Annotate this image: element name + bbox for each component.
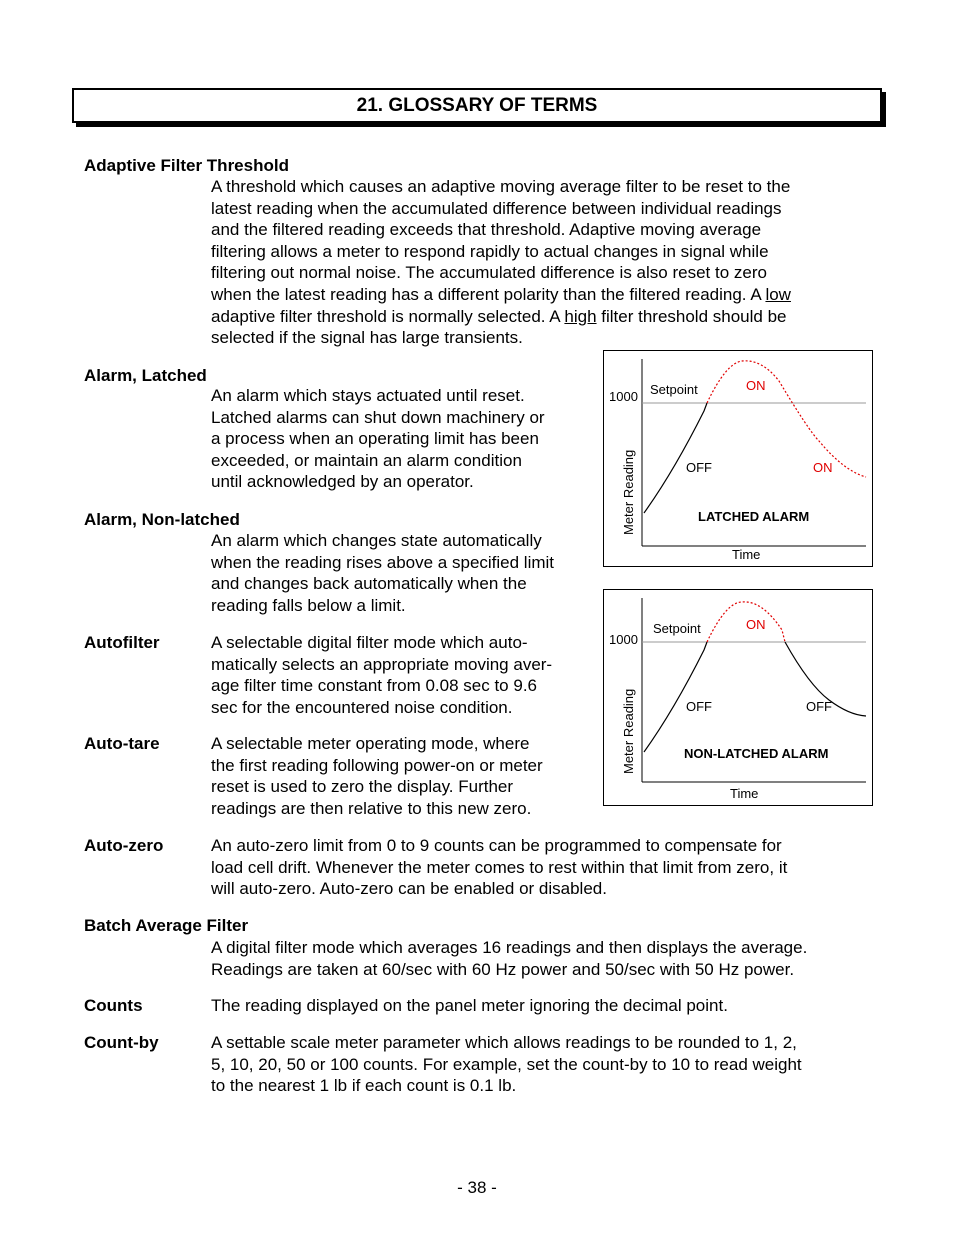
def-line: selected if the signal has large transients.: [211, 328, 523, 348]
term-autofilter: Autofilter: [84, 633, 160, 652]
def-line: readings are then relative to this new zero.: [211, 798, 532, 818]
nonlatched-alarm-diagram: [603, 589, 873, 806]
section-title: 21. GLOSSARY OF TERMS: [356, 95, 598, 116]
def-line: The reading displayed on the panel meter ignoring the decimal point.: [211, 996, 728, 1015]
on-label-top: ON: [746, 617, 766, 632]
def-line: An auto-zero limit from 0 to 9 counts can be programmed to compensate for: [211, 836, 782, 855]
term-adaptive-filter-threshold: Adaptive Filter Threshold: [84, 156, 289, 175]
nonlatched-alarm-plot: [604, 590, 872, 805]
alarm-on-curve: [707, 361, 866, 477]
def-line: sec for the encountered noise condition.: [211, 697, 513, 717]
def-auto-tare: [211, 733, 589, 819]
def-line: Latched alarms can shut down machinery or: [211, 407, 545, 427]
def-line: will auto-zero. Auto-zero can be enabled or disabled.: [211, 879, 607, 899]
on-label-right: ON: [813, 460, 833, 475]
y-tick-1000: 1000: [609, 389, 638, 404]
low-underlined: low: [765, 284, 791, 304]
def-line: A selectable digital filter mode which auto-: [211, 633, 528, 652]
def-line: A selectable meter operating mode, where: [211, 734, 530, 753]
section-title-box: [72, 88, 882, 123]
def-line: A threshold which causes an adaptive moving average filter to be reset to the: [211, 177, 791, 196]
def-line: reading falls below a limit.: [211, 595, 406, 615]
term-counts: Counts: [84, 996, 143, 1015]
term-batch-average-filter: Batch Average Filter: [84, 916, 249, 935]
def-line: reset is used to zero the display. Further: [211, 777, 514, 797]
y-axis-label: Meter Reading: [621, 688, 636, 774]
def-line: load cell drift. Whenever the meter comes to rest within that limit from zero, it: [211, 857, 788, 877]
def-line: and the filtered reading exceeds that threshold. Adaptive moving average: [211, 220, 762, 240]
rising-curve-off: [644, 642, 707, 752]
setpoint-label: Setpoint: [650, 382, 698, 397]
off-label: OFF: [686, 460, 712, 475]
latched-alarm-diagram: [603, 350, 873, 567]
def-line: matically selects an appropriate moving aver-: [211, 654, 553, 674]
def-counts: [211, 995, 870, 1017]
def-line: when the reading rises above a specified limit: [211, 552, 555, 572]
def-line: a process when an operating limit has been: [211, 429, 539, 449]
def-alarm-nonlatched: [211, 530, 589, 616]
def-line: until acknowledged by an operator.: [211, 472, 474, 492]
page-number: - 38 -: [457, 1178, 497, 1197]
def-line: An alarm which stays actuated until reset.: [211, 386, 525, 405]
def-line-7: [211, 306, 870, 328]
def-text: when the latest reading has a different polarity than the filtered reading. A: [211, 284, 766, 304]
x-axis-label: Time: [732, 547, 761, 562]
y-axis-label: Meter Reading: [621, 449, 636, 535]
term-alarm-nonlatched: Alarm, Non-latched: [84, 510, 240, 529]
latched-alarm-plot: [604, 351, 872, 566]
def-line: An alarm which changes state automatically: [211, 531, 542, 550]
chart-title: LATCHED ALARM: [698, 509, 810, 524]
rising-curve-off: [644, 403, 707, 513]
term-count-by: Count-by: [84, 1033, 159, 1052]
def-text: filter threshold should be: [596, 306, 787, 326]
def-alarm-latched: [211, 385, 589, 493]
term-alarm-latched: Alarm, Latched: [84, 366, 207, 385]
term-auto-tare: Auto-tare: [84, 734, 160, 753]
def-line: latest reading when the accumulated difference between individual readings: [211, 198, 782, 218]
def-line: and changes back automatically when the: [211, 574, 527, 594]
setpoint-label: Setpoint: [653, 621, 701, 636]
def-batch-average-filter: [211, 937, 870, 980]
def-line-6: [211, 284, 870, 306]
def-line: Readings are taken at 60/sec with 60 Hz power and 50/sec with 50 Hz power.: [211, 959, 795, 979]
def-adaptive-filter-threshold: [211, 176, 870, 349]
def-line: 5, 10, 20, 50 or 100 counts. For example, set the count-by to 10 to read weight: [211, 1054, 802, 1074]
def-line: to the nearest 1 lb if each count is 0.1 lb.: [211, 1076, 517, 1096]
def-line: filtering allows a meter to respond rapidly to actual changes in signal while: [211, 241, 769, 261]
def-line: the first reading following power-on or meter: [211, 755, 543, 775]
off-label-right: OFF: [806, 699, 832, 714]
def-auto-zero: [211, 835, 870, 900]
high-underlined: high: [564, 306, 597, 326]
def-text: adaptive filter threshold is normally selected. A: [211, 306, 565, 326]
def-line: filtering out normal noise. The accumulated difference is also reset to zero: [211, 263, 767, 283]
def-autofilter: [211, 632, 589, 718]
on-label-top: ON: [746, 378, 766, 393]
def-line: A settable scale meter parameter which allows readings to be rounded to 1, 2,: [211, 1033, 797, 1052]
off-label-left: OFF: [686, 699, 712, 714]
term-auto-zero: Auto-zero: [84, 836, 164, 855]
def-line: age filter time constant from 0.08 sec to 9.6: [211, 676, 537, 696]
def-line: A digital filter mode which averages 16 readings and then displays the average.: [211, 938, 808, 957]
chart-title: NON-LATCHED ALARM: [684, 746, 829, 761]
def-line: exceeded, or maintain an alarm condition: [211, 450, 522, 470]
def-count-by: [211, 1032, 870, 1097]
y-tick-1000: 1000: [609, 632, 638, 647]
x-axis-label: Time: [730, 786, 759, 801]
